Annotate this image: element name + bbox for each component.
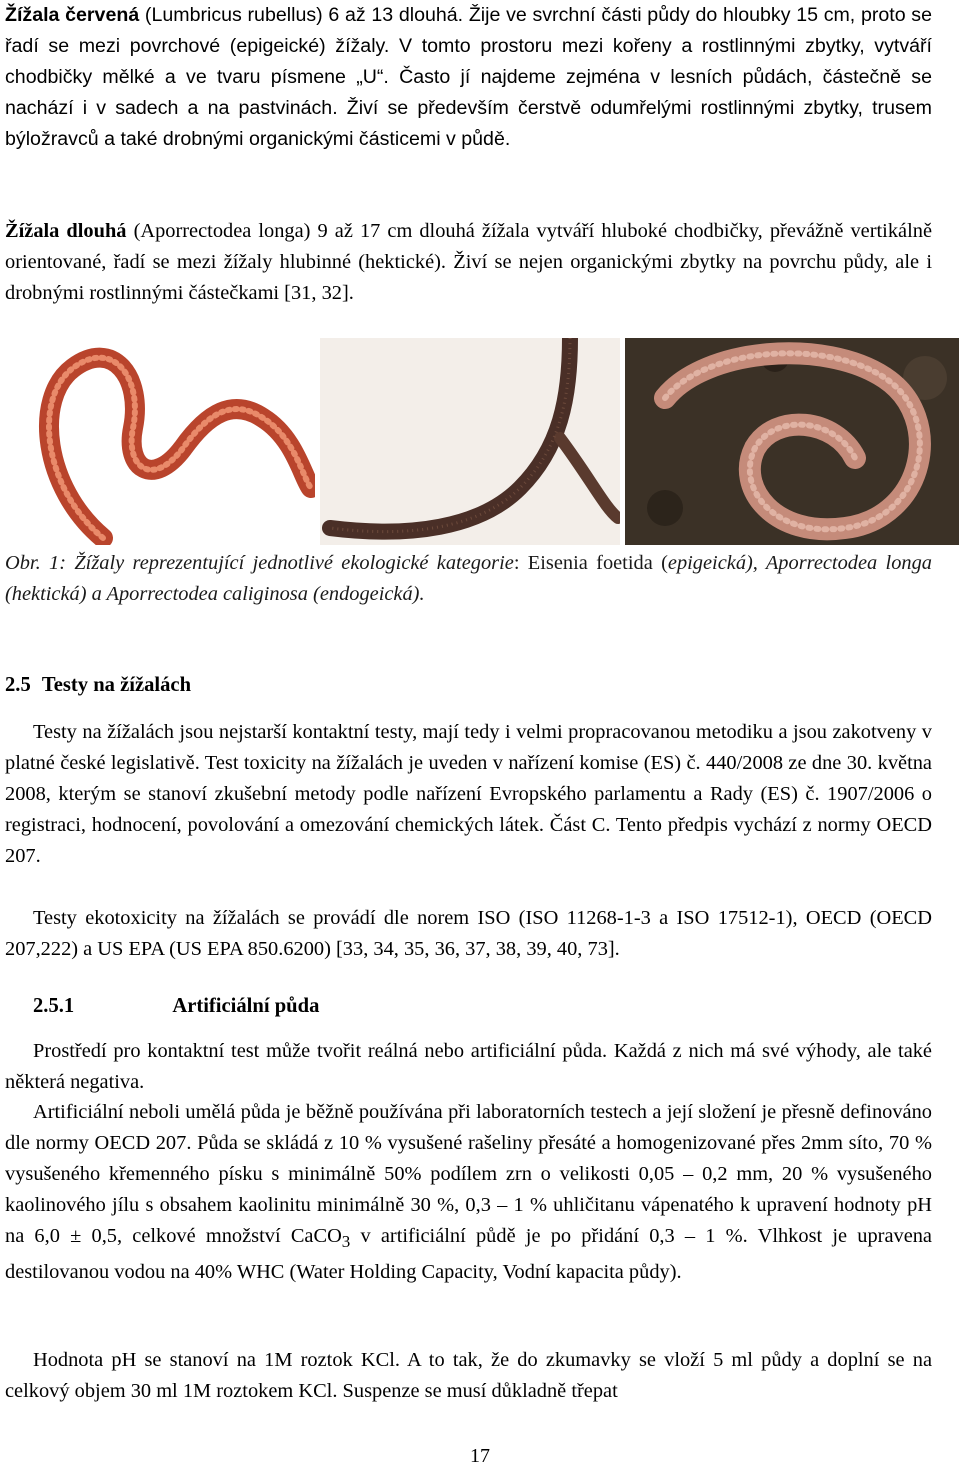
- species-name: Žížala červená: [5, 4, 140, 26]
- section-number: 2.5: [5, 674, 31, 696]
- subsection-paragraph-1: Prostředí pro kontaktní test může tvořit reálná nebo artificiální půda. Každá z nich má své výhody, ale také některá negativa.: [5, 1040, 932, 1093]
- caption-label: Obr. 1: Žížaly reprezentující jednotlivé ekologické kategorie: [5, 552, 514, 574]
- page-number: 17: [470, 1445, 490, 1467]
- photo-eisenia-foetida: [33, 338, 315, 545]
- section-heading: [5, 674, 191, 697]
- species-name: Žížala dlouhá: [5, 220, 127, 242]
- caption-species: : Eisenia foetida (: [513, 552, 668, 574]
- paragraph-text: (Aporrectodea longa) 9 až 17 cm dlouhá žížala vytváří hluboké chodbičky, převážně vertikálně orientované, řadí se mezi žížaly hlubinné (hektické). Živí se nejen organickými zbytky na povrchu půdy, ale i drobnými rostlinnými částečkami [31, 32].: [5, 220, 932, 304]
- paragraph-text: Artificiální neboli umělá půda je běžně používána při laboratorních testech a její složení je přesně definováno dle normy OECD 207. Půda se skládá z 10 % vysušené rašeliny přesáté a homogenizované přes 2mm síto, 70 % vysušeného křemenného písku s minimálně 50% podílem zrn o velikosti 0,05 – 0,2 mm, 20 % vysušeného kaolinového jílu s obsahem kaolinitu minimálně 30 %, 0,3 – 1 % uhličitanu vápenatého k upravení hodnoty pH na 6,0 ± 0,5, celkové množství CaCO: [5, 1101, 932, 1247]
- subscript: 3: [341, 1232, 351, 1252]
- paragraph-text: v artificiální půdě je po přidání 0,3 – 1 %. Vlhkost je upravena destilovanou vodou na 40% WHC (Water Holding Capacity, Vodní kapacita půdy).: [5, 1225, 932, 1284]
- section-title: Testy na žížalách: [41, 674, 192, 696]
- subsection-title: Artificiální půda: [172, 995, 320, 1017]
- paragraph-lumbricus: [5, 0, 932, 155]
- paragraph-aporrectodea: [5, 216, 932, 309]
- paragraph-text: (Lumbricus rubellus) 6 až 13 dlouhá. Žije ve svrchní části půdy do hloubky 15 cm, proto se řadí se mezi povrchové (epigeické) žížaly. V tomto prostoru mezi kořeny a rostlinnými zbytky, vytváří chodbičky mělké a ve tvaru písmene „U“. Často jí najdeme zejména v lesních půdách, částečně se nachází i v sadech a na pastvinách. Živí se především čerstvě odumřelými rostlinnými zbytky, trusem býložravců a také drobnými organickými částicemi v půdě.: [5, 4, 932, 150]
- subsection-number: 2.5.1: [33, 995, 75, 1017]
- figure-row: [33, 338, 959, 545]
- photo-aporrectodea-longa: [320, 338, 620, 545]
- subsection-paragraph-3: Hodnota pH se stanoví na 1M roztok KCl. A to tak, že do zkumavky se vloží 5 ml půdy a doplní se na celkový objem 30 ml 1M roztokem KCl. Suspenze se musí důkladně třepat: [5, 1349, 932, 1402]
- section-paragraph-2: Testy ekotoxicity na žížalách se provádí dle norem ISO (ISO 11268-1-3 a ISO 17512-1), OECD (OECD 207,222) a US EPA (US EPA 850.6200) [33, 34, 35, 36, 37, 38, 39, 40, 73].: [5, 907, 932, 960]
- subsection-heading: [33, 995, 319, 1018]
- section-paragraph-1: Testy na žížalách jsou nejstarší kontaktní testy, mají tedy i velmi propracovanou metodiku a jsou zakotveny v platné české legislativě. Test toxicity na žížalách je uveden v nařízení komise (ES) č. 440/2008 ze dne 30. května 2008, kterým se stanoví zkušební metody podle nařízení Evropského parlamentu a Rady (ES) č. 1907/2006 o registraci, hodnocení, povolování a omezování chemických látek. Část C. Tento předpis vychází z normy OECD 207.: [5, 721, 932, 867]
- figure-caption: [5, 548, 932, 610]
- photo-aporrectodea-caliginosa: [625, 338, 959, 545]
- subsection-paragraph-2: [5, 1097, 932, 1288]
- caption-rest: epigeická), Aporrectodea longa (hektická) a Aporrectodea caliginosa (endogeická).: [5, 552, 932, 605]
